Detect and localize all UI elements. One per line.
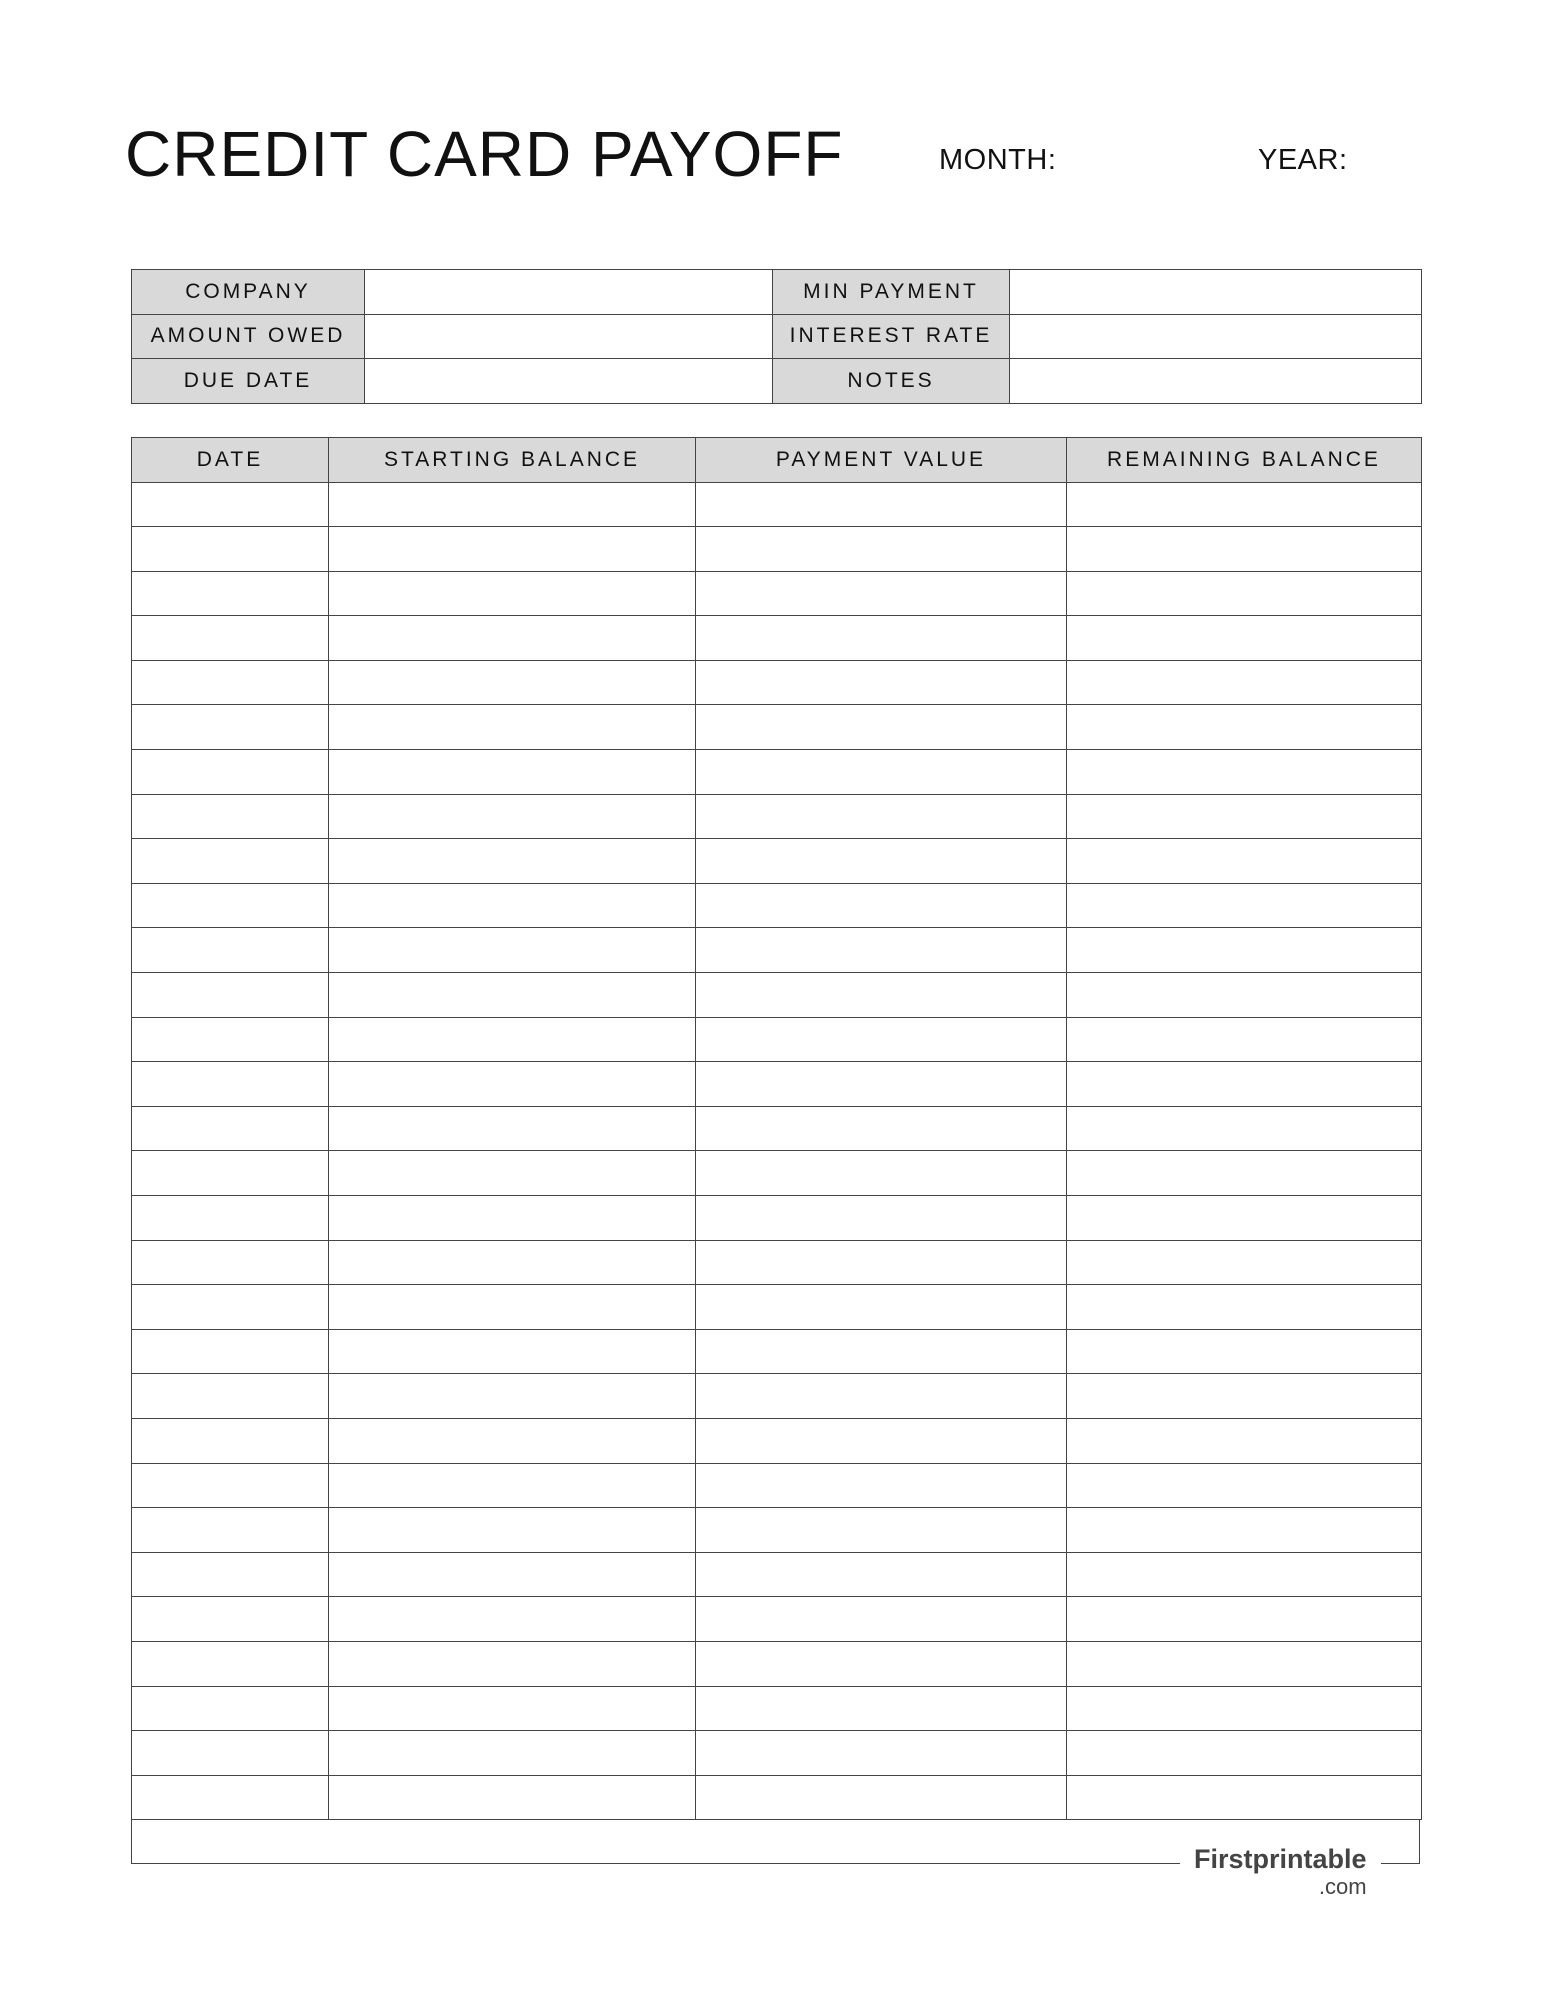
brand-logo: [1180, 1846, 1381, 1898]
column-header-payment-value: PAYMENT VALUE: [696, 438, 1067, 483]
payment-value-cell[interactable]: [696, 839, 1067, 884]
starting-balance-cell[interactable]: [329, 1731, 696, 1776]
starting-balance-cell[interactable]: [329, 1062, 696, 1107]
remaining-balance-cell[interactable]: [1067, 1686, 1422, 1731]
starting-balance-cell[interactable]: [329, 1329, 696, 1374]
date-cell[interactable]: [132, 750, 329, 795]
payment-value-cell[interactable]: [696, 1196, 1067, 1241]
starting-balance-cell[interactable]: [329, 928, 696, 973]
starting-balance-cell[interactable]: [329, 1641, 696, 1686]
starting-balance-cell[interactable]: [329, 750, 696, 795]
date-cell[interactable]: [132, 839, 329, 884]
table-row: [132, 1686, 1422, 1731]
interest-rate-label: INTEREST RATE: [773, 314, 1010, 359]
remaining-balance-cell[interactable]: [1067, 1775, 1422, 1820]
brand-tld: .com: [1318, 1874, 1367, 1899]
starting-balance-cell[interactable]: [329, 1240, 696, 1285]
date-cell[interactable]: [132, 1285, 329, 1330]
payment-value-cell[interactable]: [696, 660, 1067, 705]
date-cell[interactable]: [132, 571, 329, 616]
starting-balance-cell[interactable]: [329, 571, 696, 616]
table-row: [132, 482, 1422, 527]
remaining-balance-cell[interactable]: [1067, 1418, 1422, 1463]
starting-balance-cell[interactable]: [329, 705, 696, 750]
min-payment-label: MIN PAYMENT: [773, 270, 1010, 315]
remaining-balance-cell[interactable]: [1067, 660, 1422, 705]
remaining-balance-cell[interactable]: [1067, 883, 1422, 928]
starting-balance-cell[interactable]: [329, 973, 696, 1018]
table-row: [132, 1196, 1422, 1241]
table-row: [132, 1597, 1422, 1642]
payment-value-cell[interactable]: [696, 928, 1067, 973]
remaining-balance-cell[interactable]: [1067, 1151, 1422, 1196]
table-row: [132, 660, 1422, 705]
starting-balance-cell[interactable]: [329, 883, 696, 928]
table-row: [132, 1240, 1422, 1285]
remaining-balance-cell[interactable]: [1067, 973, 1422, 1018]
date-cell[interactable]: [132, 1552, 329, 1597]
starting-balance-cell[interactable]: [329, 1686, 696, 1731]
remaining-balance-cell[interactable]: [1067, 482, 1422, 527]
payment-value-cell[interactable]: [696, 1463, 1067, 1508]
payment-value-cell[interactable]: [696, 1686, 1067, 1731]
company-field[interactable]: [365, 270, 773, 315]
starting-balance-cell[interactable]: [329, 1196, 696, 1241]
remaining-balance-cell[interactable]: [1067, 1641, 1422, 1686]
remaining-balance-cell[interactable]: [1067, 1597, 1422, 1642]
payment-value-cell[interactable]: [696, 1240, 1067, 1285]
payment-value-cell[interactable]: [696, 1597, 1067, 1642]
starting-balance-cell[interactable]: [329, 660, 696, 705]
payment-value-cell[interactable]: [696, 705, 1067, 750]
table-row: [132, 1731, 1422, 1776]
date-cell[interactable]: [132, 1196, 329, 1241]
table-row: [132, 1775, 1422, 1820]
table-row: [132, 1641, 1422, 1686]
table-row: [132, 1552, 1422, 1597]
payment-value-cell[interactable]: [696, 1374, 1067, 1419]
table-row: [132, 1062, 1422, 1107]
date-cell[interactable]: [132, 1106, 329, 1151]
remaining-balance-cell[interactable]: [1067, 1240, 1422, 1285]
payment-value-cell[interactable]: [696, 794, 1067, 839]
due-date-field[interactable]: [365, 359, 773, 404]
date-cell[interactable]: [132, 883, 329, 928]
notes-label: NOTES: [773, 359, 1010, 404]
table-row: [132, 527, 1422, 572]
payment-value-cell[interactable]: [696, 973, 1067, 1018]
starting-balance-cell[interactable]: [329, 1285, 696, 1330]
remaining-balance-cell[interactable]: [1067, 928, 1422, 973]
date-cell[interactable]: [132, 1017, 329, 1062]
date-cell[interactable]: [132, 1329, 329, 1374]
date-cell[interactable]: [132, 1641, 329, 1686]
column-header-starting-balance: STARTING BALANCE: [329, 438, 696, 483]
date-cell[interactable]: [132, 1240, 329, 1285]
payment-value-cell[interactable]: [696, 1106, 1067, 1151]
table-row: [132, 1463, 1422, 1508]
starting-balance-cell[interactable]: [329, 1151, 696, 1196]
remaining-balance-cell[interactable]: [1067, 1508, 1422, 1553]
date-cell[interactable]: [132, 1418, 329, 1463]
date-cell[interactable]: [132, 1463, 329, 1508]
starting-balance-cell[interactable]: [329, 1508, 696, 1553]
starting-balance-cell[interactable]: [329, 794, 696, 839]
date-cell[interactable]: [132, 928, 329, 973]
payment-value-cell[interactable]: [696, 1552, 1067, 1597]
remaining-balance-cell[interactable]: [1067, 1552, 1422, 1597]
date-cell[interactable]: [132, 527, 329, 572]
table-row: [132, 1285, 1422, 1330]
remaining-balance-cell[interactable]: [1067, 1731, 1422, 1776]
date-cell[interactable]: [132, 1686, 329, 1731]
remaining-balance-cell[interactable]: [1067, 1374, 1422, 1419]
table-row: [132, 1374, 1422, 1419]
remaining-balance-cell[interactable]: [1067, 794, 1422, 839]
remaining-balance-cell[interactable]: [1067, 1285, 1422, 1330]
starting-balance-cell[interactable]: [329, 1775, 696, 1820]
remaining-balance-cell[interactable]: [1067, 839, 1422, 884]
payment-value-cell[interactable]: [696, 883, 1067, 928]
info-row: [132, 359, 1422, 404]
table-row: [132, 1151, 1422, 1196]
starting-balance-cell[interactable]: [329, 482, 696, 527]
notes-field[interactable]: [1010, 359, 1422, 404]
date-cell[interactable]: [132, 1508, 329, 1553]
starting-balance-cell[interactable]: [329, 1374, 696, 1419]
amount-owed-field[interactable]: [365, 314, 773, 359]
remaining-balance-cell[interactable]: [1067, 616, 1422, 661]
starting-balance-cell[interactable]: [329, 616, 696, 661]
remaining-balance-cell[interactable]: [1067, 750, 1422, 795]
table-row: [132, 1418, 1422, 1463]
date-cell[interactable]: [132, 973, 329, 1018]
table-row: [132, 750, 1422, 795]
starting-balance-cell[interactable]: [329, 839, 696, 884]
payment-value-cell[interactable]: [696, 571, 1067, 616]
brand-name: Firstprintable: [1194, 1844, 1367, 1874]
starting-balance-cell[interactable]: [329, 1597, 696, 1642]
column-header-date: DATE: [132, 438, 329, 483]
remaining-balance-cell[interactable]: [1067, 1017, 1422, 1062]
date-cell[interactable]: [132, 482, 329, 527]
date-cell[interactable]: [132, 616, 329, 661]
starting-balance-cell[interactable]: [329, 527, 696, 572]
date-cell[interactable]: [132, 794, 329, 839]
month-label: MONTH:: [939, 144, 1057, 176]
table-row: [132, 1329, 1422, 1374]
starting-balance-cell[interactable]: [329, 1463, 696, 1508]
remaining-balance-cell[interactable]: [1067, 1196, 1422, 1241]
remaining-balance-cell[interactable]: [1067, 571, 1422, 616]
payment-value-cell[interactable]: [696, 1731, 1067, 1776]
starting-balance-cell[interactable]: [329, 1017, 696, 1062]
payment-value-cell[interactable]: [696, 1775, 1067, 1820]
remaining-balance-cell[interactable]: [1067, 1106, 1422, 1151]
table-row: [132, 616, 1422, 661]
payment-value-cell[interactable]: [696, 1062, 1067, 1107]
payment-value-cell[interactable]: [696, 616, 1067, 661]
payment-value-cell[interactable]: [696, 1641, 1067, 1686]
date-cell[interactable]: [132, 705, 329, 750]
payment-value-cell[interactable]: [696, 1418, 1067, 1463]
date-cell[interactable]: [132, 1775, 329, 1820]
payment-value-cell[interactable]: [696, 1508, 1067, 1553]
date-cell[interactable]: [132, 1597, 329, 1642]
date-cell[interactable]: [132, 1374, 329, 1419]
year-label: YEAR:: [1258, 144, 1348, 176]
payment-value-cell[interactable]: [696, 482, 1067, 527]
date-cell[interactable]: [132, 1062, 329, 1107]
starting-balance-cell[interactable]: [329, 1106, 696, 1151]
payment-value-cell[interactable]: [696, 527, 1067, 572]
table-row: [132, 1508, 1422, 1553]
interest-rate-field[interactable]: [1010, 314, 1422, 359]
starting-balance-cell[interactable]: [329, 1418, 696, 1463]
date-cell[interactable]: [132, 1731, 329, 1776]
remaining-balance-cell[interactable]: [1067, 527, 1422, 572]
card-info-table: [131, 269, 1422, 404]
payment-value-cell[interactable]: [696, 1285, 1067, 1330]
page-title: CREDIT CARD PAYOFF: [125, 118, 844, 190]
info-row: [132, 314, 1422, 359]
table-row: [132, 794, 1422, 839]
table-row: [132, 928, 1422, 973]
payment-value-cell[interactable]: [696, 1329, 1067, 1374]
due-date-label: DUE DATE: [132, 359, 365, 404]
remaining-balance-cell[interactable]: [1067, 1463, 1422, 1508]
column-header-remaining-balance: REMAINING BALANCE: [1067, 438, 1422, 483]
log-header-row: [132, 438, 1422, 483]
info-row: [132, 270, 1422, 315]
payment-value-cell[interactable]: [696, 1151, 1067, 1196]
company-label: COMPANY: [132, 270, 365, 315]
date-cell[interactable]: [132, 1151, 329, 1196]
remaining-balance-cell[interactable]: [1067, 1062, 1422, 1107]
table-row: [132, 1106, 1422, 1151]
table-row: [132, 705, 1422, 750]
table-row: [132, 571, 1422, 616]
remaining-balance-cell[interactable]: [1067, 705, 1422, 750]
table-row: [132, 883, 1422, 928]
date-cell[interactable]: [132, 660, 329, 705]
payment-value-cell[interactable]: [696, 1017, 1067, 1062]
remaining-balance-cell[interactable]: [1067, 1329, 1422, 1374]
payment-value-cell[interactable]: [696, 750, 1067, 795]
table-row: [132, 973, 1422, 1018]
payment-log-table: [131, 437, 1422, 1820]
amount-owed-label: AMOUNT OWED: [132, 314, 365, 359]
table-row: [132, 839, 1422, 884]
table-row: [132, 1017, 1422, 1062]
min-payment-field[interactable]: [1010, 270, 1422, 315]
starting-balance-cell[interactable]: [329, 1552, 696, 1597]
